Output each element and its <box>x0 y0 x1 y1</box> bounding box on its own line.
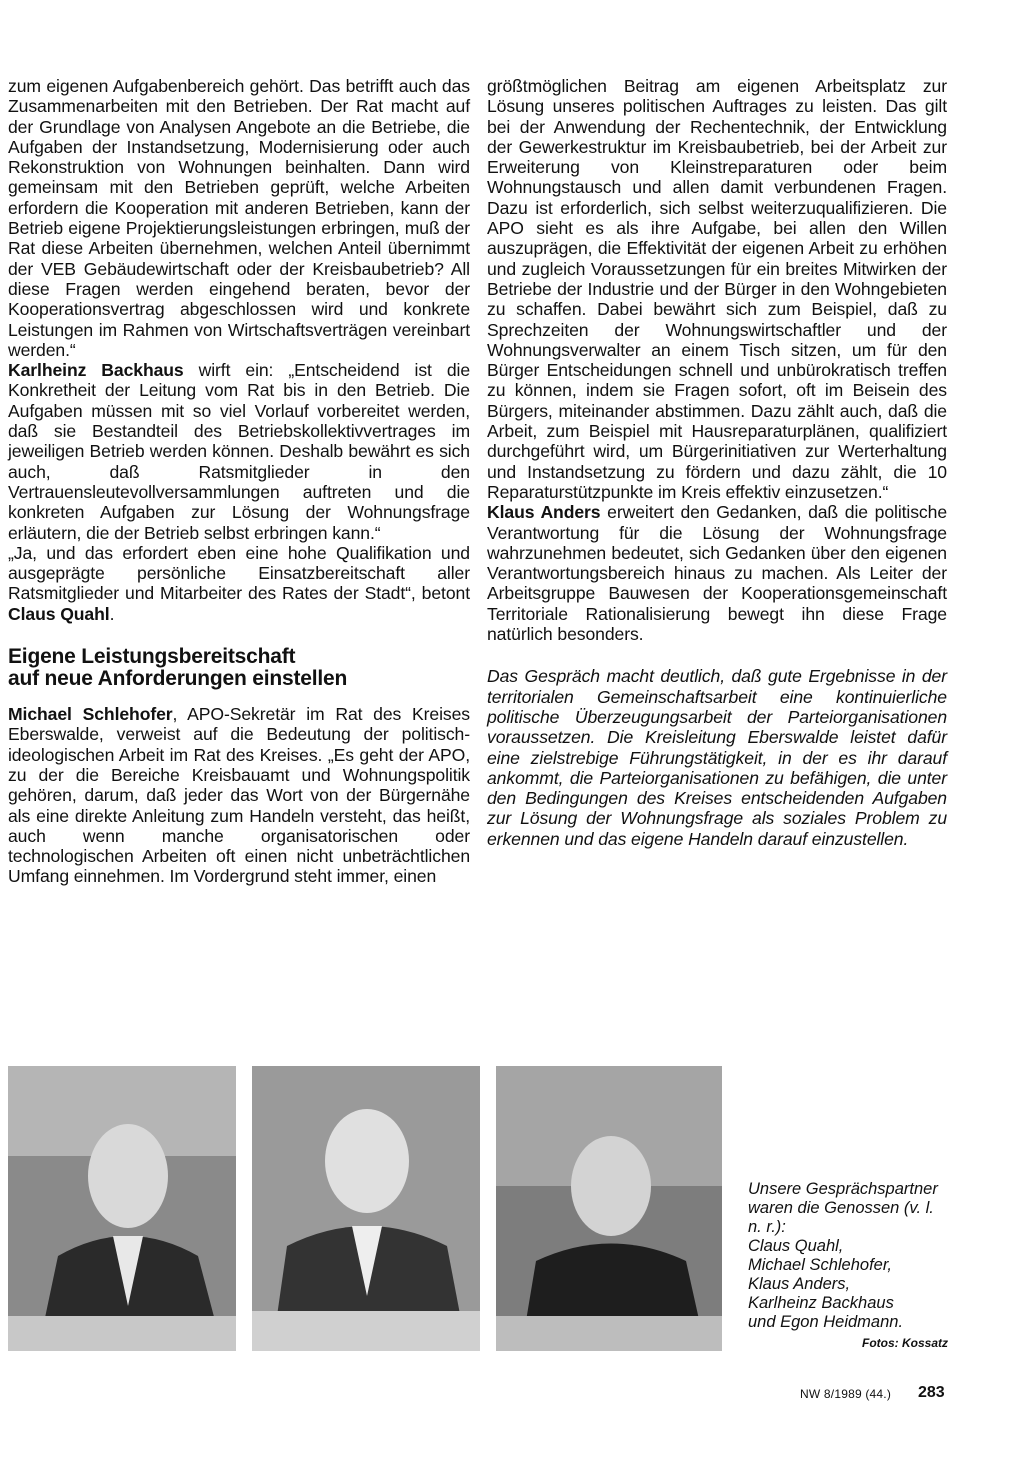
portrait-photo-michael-schlehofer <box>252 1066 480 1351</box>
speaker-name: Karlheinz Backhaus <box>8 360 184 381</box>
photo-credit: Fotos: Kossatz <box>861 1336 948 1350</box>
portrait-photo-claus-quahl <box>8 1066 236 1351</box>
photo-image <box>496 1066 722 1351</box>
right-paragraph-1: größtmöglichen Beitrag am eigenen Arbeitsplatz zur Lösung unseres politischen Auftrages zu leisten. Das gilt bei der Anwendung der Rechentechnik, der Entwicklung der Gewerkestruktur im Kreisbaubetrieb, bei der Arbeit zur Erweiterung von Kleinstreparaturen oder beim Wohnungstausch und allen damit verbundenen Fragen. Dazu ist erforderlich, sich selbst weiterzuqualifizieren. Die APO sieht es als ihre Aufgabe, bei allen den Willen auszuprägen, die Effektivität der eigenen Arbeit zu erhöhen und zugleich Voraussetzungen für ein breites Mitwirken der Betriebe der Industrie und der Bürger in den Wohngebieten zu schaffen. Dabei bewährt sich zum Beispiel, daß zu Sprechzeiten der Wohnungswirtschaftler und der Wohnungsverwalter an einem Tisch sitzen, um für den Bürger Entscheidungen schnell und unbürokratisch treffen zu können, indem sie Fragen sofort, oft im Beisein des Bürgers, miteinander abstimmen. Dazu zählt auch, daß die Arbeit, zum Beispiel mit Hausreparaturplänen, qualifiziert durchgeführt wird, um Bürgerinitiativen zur Werterhaltung und Instandsetzung zu fördern und dazu zählt, die 10 Reparaturstützpunkte im Kreis effektiv einzusetzen.“ <box>487 76 947 502</box>
photo-image <box>8 1066 236 1351</box>
right-paragraph-2: Klaus Anders erweitert den Gedanken, daß die politische Verantwortung für die Lösung der Wohnungsfrage wahrzunehmen bedeutet, sich Gedanken über den eigenen Verantwortungsbereich hinaus zu machen. Als Leiter der Arbeitsgruppe Bauwesen der Kooperationsgemeinschaft Territoriale Rationalisierung bewegt ihn diese Frage natürlich besonders. <box>487 502 948 645</box>
closing-paragraph: Das Gespräch macht deutlich, daß gute Ergebnisse in der territorialen Gemeinschaftsarbeit eine kontinuierliche politische Überzeugungsarbeit der Parteiorganisationen voraussetzen. Die Kreisleitung Eberswalde leistet dafür eine zielstrebige Führungstätigkeit, in der es ihr darauf ankommt, die Parteiorganisationen zu befähigen, die unter den Bedingungen des Kreises entscheidenden Aufgaben zur Lösung der Wohnungsfrage als soziales Problem zu erkennen und das eigene Handeln darauf einzustellen. <box>487 666 947 849</box>
speaker-name: Michael Schlehofer <box>8 704 173 725</box>
left-paragraph-1: zum eigenen Aufgabenbereich gehört. Das betrifft auch das Zusammenarbeiten mit den Betrieben. Der Rat macht auf der Grundlage von Analysen Angebote an die Betriebe, die Aufgaben der Instandsetzung, Modernisierung oder auch Rekonstruktion von Wohnungen beinhalten. Dann wird gemeinsam mit den Betrieben geprüft, welche Arbeiten erfordern die Kooperation mit anderen Betrieben, kann der Betrieb eigene Projektierungsleistungen erbringen, muß der Rat diese Arbeiten übernehmen, welchen Anteil übernimmt der VEB Gebäudewirtschaft oder der Kreisbaubetrieb? All diese Fragen werden eingehend beraten, bevor der Kooperationsvertrag abgeschlossen wird und konkrete Leistungen im Rahmen von Wirtschaftsverträgen vereinbart werden.“ <box>8 76 470 360</box>
right-column <box>487 76 947 849</box>
left-paragraph-4: Michael Schlehofer, APO-Sekretär im Rat des Kreises Eberswalde, verweist auf die Bedeutung der politisch-ideologischen Arbeit im Rat des Kreises. „Es geht der APO, zu der die Bereiche Kreisbauamt und Wohnungspolitik gehören, darum, daß jeder das Wort von der Bürgernähe als eine direkte Anleitung zum Handeln versteht, das heißt, auch wenn manche organisatorischen oder technologischen Arbeiten oft einen nicht unbeträchtlichen Umfang einnehmen. Im Vordergrund steht immer, einen <box>8 704 470 887</box>
photo-caption: Unsere Gesprächspartner waren die Genossen (v. l. n. r.): Claus Quahl, Michael Schlehofer, Klaus Anders, Karlheinz Backhaus und Egon Heidmann. <box>748 1180 938 1331</box>
page-number: 283 <box>918 1384 945 1401</box>
left-column <box>8 76 470 887</box>
issue-reference: NW 8/1989 (44.) <box>800 1387 892 1401</box>
portrait-photo-klaus-anders <box>496 1066 722 1351</box>
photo-image <box>252 1066 480 1351</box>
section-heading: Eigene Leistungsbereitschaft auf neue Anforderungen einstellen <box>8 645 348 691</box>
left-paragraph-3: „Ja, und das erfordert eben eine hohe Qualifikation und ausgeprägte persönliche Einsatzbereitschaft aller Ratsmitglieder und Mitarbeiter des Rates der Stadt“, betont Claus Quahl. <box>8 542 470 624</box>
speaker-name: Claus Quahl <box>8 603 110 624</box>
speaker-name: Klaus Anders <box>487 502 601 523</box>
left-paragraph-2: Karlheinz Backhaus wirft ein: „Entscheidend ist die Konkretheit der Leitung vom Rat bis in den Betrieb. Die Aufgaben müssen mit so viel Vorlauf vorbereitet werden, daß sie Bestandteil des Betriebskollektivvertrages im jeweiligen Betrieb werden können. Deshalb bewährt es sich auch, daß Ratsmitglieder in den Vertrauensleutevollversammlungen auftreten und die konkreten Aufgaben zur Lösung der Wohnungsfrage erläutern, die der Betrieb selbst erbringen kann.“ <box>8 360 470 543</box>
